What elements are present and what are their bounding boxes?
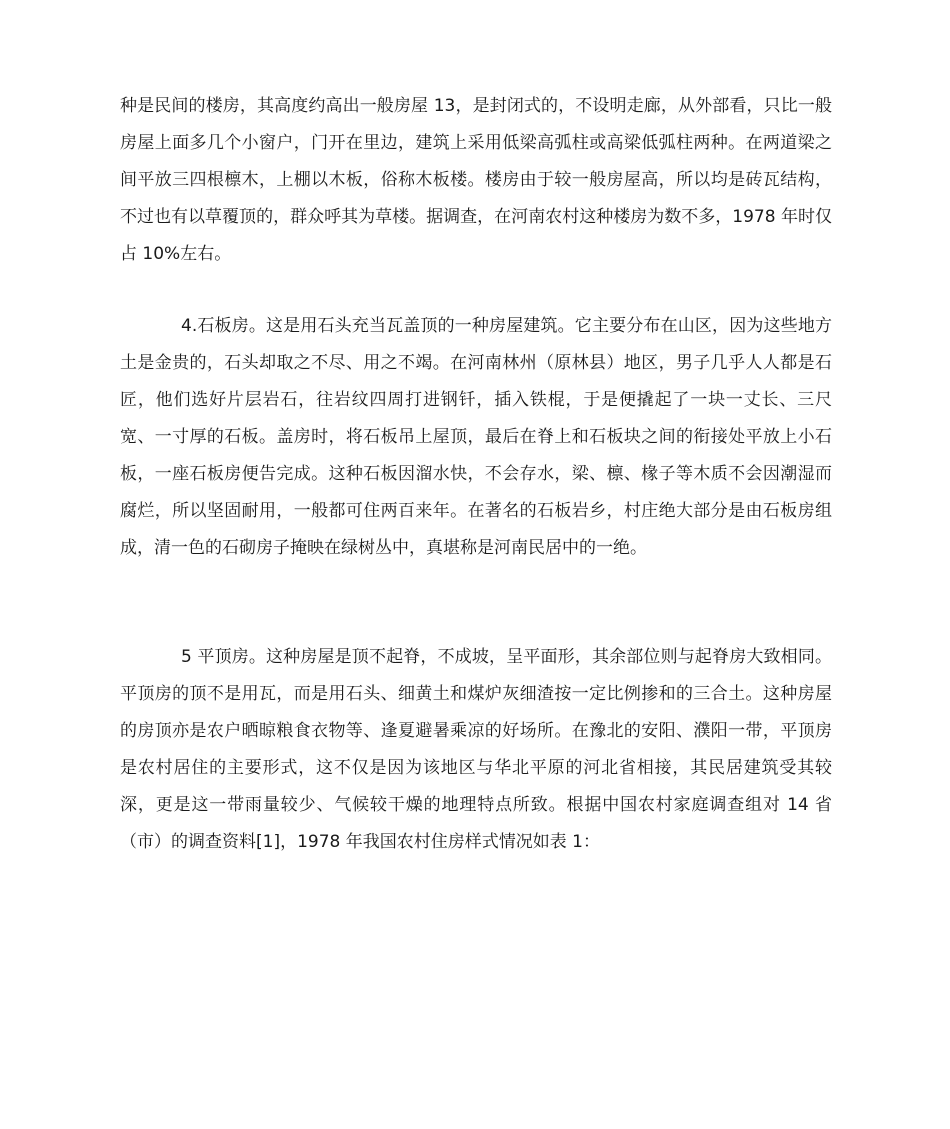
paragraph-stone-slab-house: 4.石板房。这是用石头充当瓦盖顶的一种房屋建筑。它主要分布在山区，因为这些地方土是金贵的，石头却取之不尽、用之不竭。在河南林州（原林县）地区，男子几乎人人都是石匠，他们选好片层岩石，往岩纹四周打进钢钎，插入铁棍，于是便撬起了一块一丈长、三尺宽、一寸厚的石板。盖房时，将石板吊上屋顶，最后在脊上和石板块之间的衔接处平放上小石板，一座石板房便告完成。这种石板因溜水快，不会存水，梁、檩、椽子等木质不会因潮湿而腐烂，所以坚固耐用，一般都可住两百来年。在著名的石板岩乡，村庄绝大部分是由石板房组成，清一色的石砌房子掩映在绿树丛中，真堪称是河南民居中的一绝。 [120, 316, 832, 558]
paragraph-flat-roof-house: 5 平顶房。这种房屋是顶不起脊，不成坡，呈平面形，其余部位则与起脊房大致相同。平顶房的顶不是用瓦，而是用石头、细黄土和煤炉灰细渣按一定比例掺和的三合土。这种房屋的房顶亦是农户晒晾粮食衣物等、逢夏避暑乘凉的好场所。在豫北的安阳、濮阳一带，平顶房是农村居住的主要形式，这不仅是因为该地区与华北平原的河北省相接，其民居建筑受其较深，更是这一带雨量较少、气候较干燥的地理特点所致。根据中国农村家庭调查组对 14 省（市）的调查资料[1]，1978 年我国农村住房样式情况如表 1： [120, 647, 832, 852]
paragraph-storied-house: 种是民间的楼房，其高度约高出一般房屋 13，是封闭式的，不设明走廊，从外部看，只比一般房屋上面多几个小窗户，门开在里边，建筑上采用低梁高弧柱或高梁低弧柱两种。在两道梁之间平放三四根檩木，上棚以木板，俗称木板楼。楼房由于较一般房屋高，所以均是砖瓦结构，不过也有以草覆顶的，群众呼其为草楼。据调查，在河南农村这种楼房为数不多，1978 年时仅占 10%左右。 [120, 96, 832, 264]
